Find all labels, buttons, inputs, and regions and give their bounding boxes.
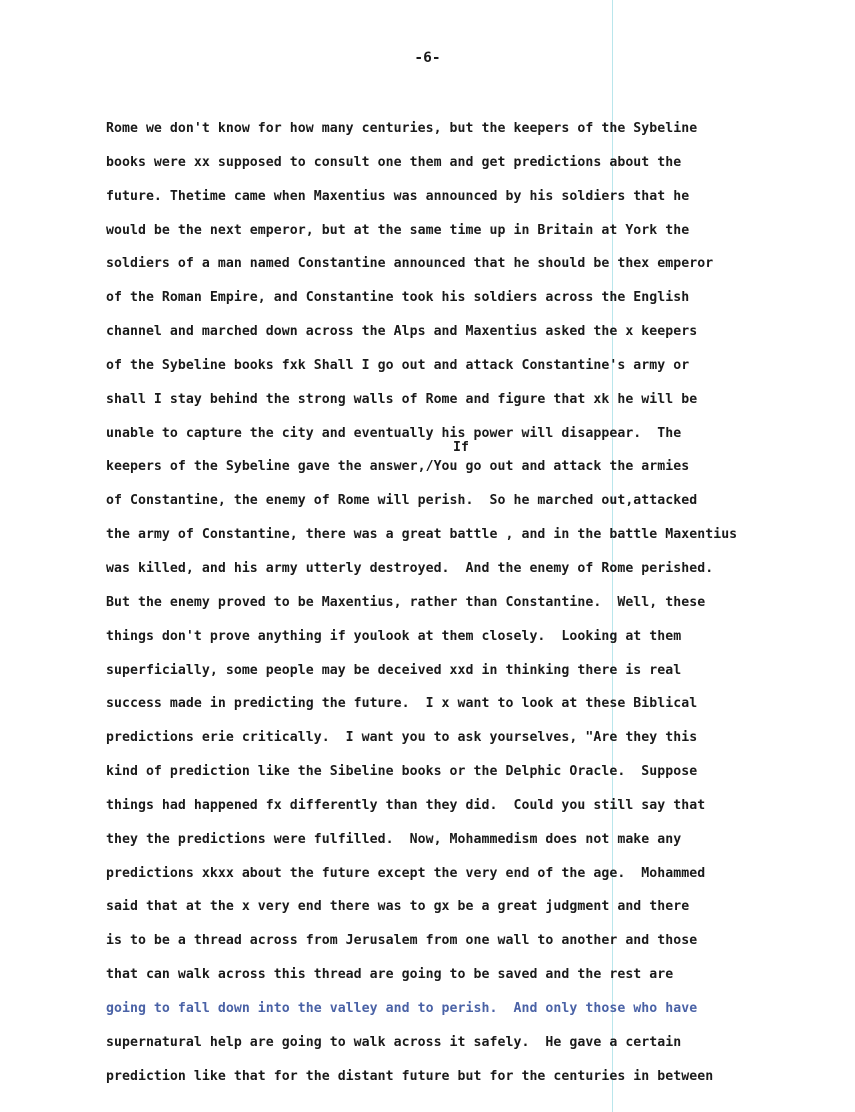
text-line: is to be a thread across from Jerusalem from one wall to another and those (106, 933, 698, 949)
text-line: would be the next emperor, but at the same time up in Britain at York the (106, 222, 690, 238)
interlinear-insertion: If (453, 440, 469, 455)
typed-text-block (106, 119, 806, 1100)
text-line: channel and marched down across the Alps and Maxentius asked the x keepers (106, 324, 698, 340)
text-line: predictions erie critically. I want you to ask yourselves, "Are they this (106, 730, 698, 746)
text-line: things had happened fx differently than they did. Could you still say that (106, 797, 706, 813)
text-line: going to fall down into the valley and to perish. And only those who have (106, 1000, 698, 1016)
text-line: of Constantine, the enemy of Rome will perish. So he marched out,attacked (106, 493, 698, 509)
text-line: future. Thetime came when Maxentius was announced by his soldiers that he (106, 188, 690, 204)
text-line: said that at the x very end there was to gx be a great judgment and there (106, 899, 690, 915)
text-line: the army of Constantine, there was a great battle , and in the battle Maxentius (106, 527, 738, 543)
text-line: But the enemy proved to be Maxentius, rather than Constantine. Well, these (106, 594, 706, 610)
text-line: superficially, some people may be deceived xxd in thinking there is real (106, 662, 682, 678)
text-line: of the Sybeline books fxk Shall I go out and attack Constantine's army or (106, 357, 690, 373)
text-line: they the predictions were fulfilled. Now, Mohammedism does not make any (106, 831, 682, 847)
text-line: shall I stay behind the strong walls of Rome and figure that xk he will be (106, 391, 698, 407)
text-line: Rome we don't know for how many centuries, but the keepers of the Sybeline (106, 121, 698, 136)
text-line: kind of prediction like the Sibeline books or the Delphic Oracle. Suppose (106, 764, 698, 780)
text-line: prediction like that for the distant future but for the centuries in between (106, 1068, 714, 1084)
text-line: books were xx supposed to consult one them and get predictions about the (106, 154, 682, 170)
text-line: supernatural help are going to walk across it safely. He gave a certain (106, 1034, 682, 1050)
text-line: unable to capture the city and eventually his power will disappear. The (106, 425, 682, 441)
text-line: of the Roman Empire, and Constantine took his soldiers across the English (106, 290, 690, 306)
text-line: things don't prove anything if youlook at them closely. Looking at them (106, 628, 682, 644)
text-line: keepers of the Sybeline gave the answer,/You go out and attack the armies (106, 459, 690, 475)
text-line: predictions xkxx about the future except the very end of the age. Mohammed (106, 865, 706, 881)
text-line: that can walk across this thread are going to be saved and the rest are (106, 967, 674, 983)
text-line: was killed, and his army utterly destroyed. And the enemy of Rome perished. (106, 560, 714, 576)
text-line: success made in predicting the future. I x want to look at these Biblical (106, 696, 698, 712)
page-number: -6- (414, 50, 441, 66)
text-line: soldiers of a man named Constantine announced that he should be thex emperor (106, 256, 714, 272)
